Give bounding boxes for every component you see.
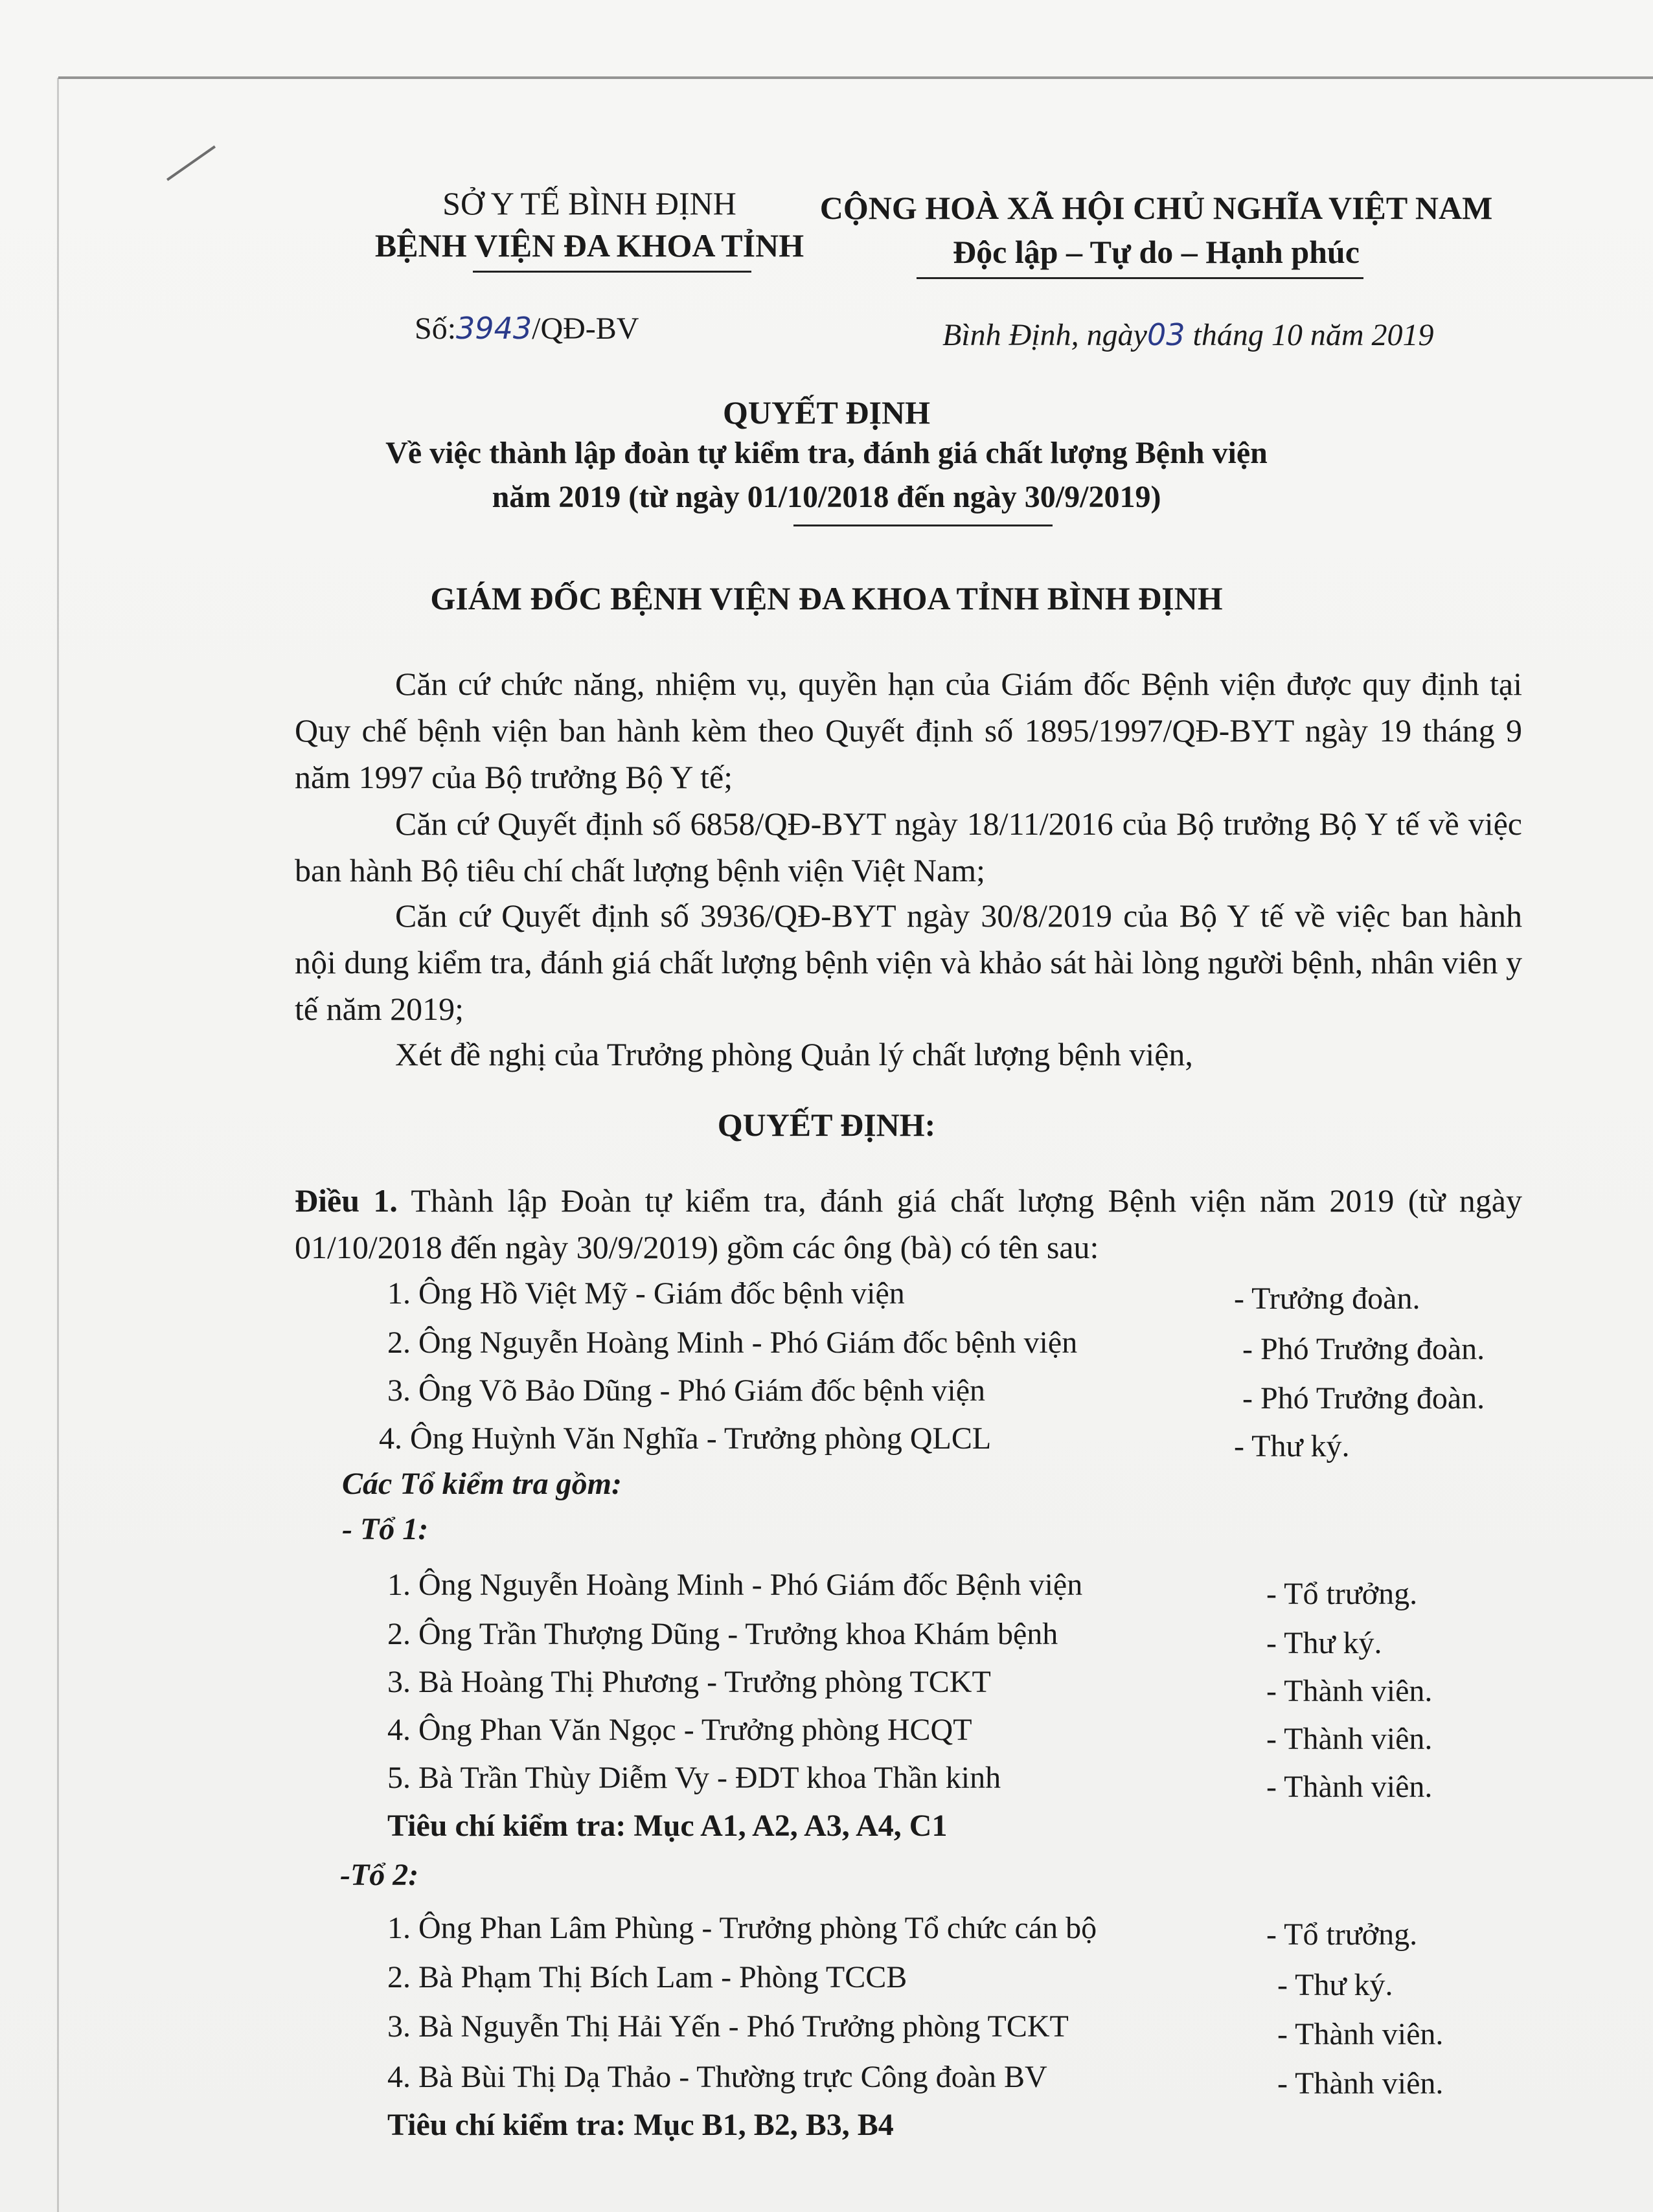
pen-mark xyxy=(166,146,216,181)
group-1-member-3: 3. Bà Hoàng Thị Phương - Trưởng phòng TCKT xyxy=(387,1665,991,1699)
header-agency: SỞ Y TẾ BÌNH ĐỊNH xyxy=(442,185,736,221)
group-2-member-4: 4. Bà Bùi Thị Dạ Thảo - Thường trực Công đoàn BV xyxy=(387,2060,1047,2094)
preamble-paragraph-1: Căn cứ chức năng, nhiệm vụ, quyền hạn của Giám đốc Bệnh viện được quy định tại Quy chế bệnh viện ban hành kèm theo Quyết định số 1895/1997/QĐ-BYT ngày 19 tháng 9 năm 1997 của Bộ trưởng Bộ Y tế; xyxy=(295,666,1522,795)
delegation-member-1: 1. Ông Hồ Việt Mỹ - Giám đốc bệnh viện xyxy=(387,1276,905,1311)
group-2-role-4: - Thành viên. xyxy=(1277,2066,1444,2101)
header-country: CỘNG HOÀ XÃ HỘI CHỦ NGHĨA VIỆT NAM xyxy=(819,190,1493,226)
group-2-role-3: - Thành viên. xyxy=(1277,2017,1444,2051)
group-1-role-1: - Tổ trưởng. xyxy=(1266,1577,1418,1611)
preamble-paragraph-2: Căn cứ Quyết định số 6858/QĐ-BYT ngày 18/11/2016 của Bộ trưởng Bộ Y tế về việc ban hành Bộ tiêu chí chất lượng bệnh viện Việt Nam; xyxy=(295,806,1522,888)
document-number xyxy=(415,311,639,346)
title-sub-line2: năm 2019 (từ ngày 01/10/2018 đến ngày 30/9/2019) xyxy=(492,480,1161,514)
group-1-label: - Tổ 1: xyxy=(342,1512,429,1546)
delegation-role-2: - Phó Trưởng đoàn. xyxy=(1242,1332,1485,1366)
group-1-role-3: - Thành viên. xyxy=(1266,1674,1433,1708)
group-1-role-4: - Thành viên. xyxy=(1266,1722,1433,1756)
title-underline xyxy=(793,525,1053,526)
article-1 xyxy=(295,1177,1522,1270)
page-edge-top xyxy=(58,76,1653,79)
preamble-paragraph-3: Căn cứ Quyết định số 3936/QĐ-BYT ngày 30/8/2019 của Bộ Y tế về việc ban hành nội dung kiểm tra, đánh giá chất lượng bệnh viện và khảo sát hài lòng người bệnh, nhân viên y tế năm 2019; xyxy=(295,897,1522,1027)
preamble-paragraph-4: Xét đề nghị của Trưởng phòng Quản lý chất lượng bệnh viện, xyxy=(395,1036,1193,1072)
decision-heading: QUYẾT ĐỊNH: xyxy=(717,1107,936,1143)
title-sub-line1: Về việc thành lập đoàn tự kiểm tra, đánh giá chất lượng Bệnh viện xyxy=(385,436,1268,470)
header-right-underline xyxy=(917,277,1363,279)
group-1-member-1: 1. Ông Nguyễn Hoàng Minh - Phó Giám đốc Bệnh viện xyxy=(387,1568,1083,1602)
number-handwritten: 3943 xyxy=(456,311,532,346)
date-day-handwritten: 03 xyxy=(1146,317,1185,352)
group-2-member-3: 3. Bà Nguyễn Thị Hải Yến - Phó Trưởng phòng TCKT xyxy=(387,2009,1069,2044)
header-hospital: BỆNH VIỆN ĐA KHOA TỈNH xyxy=(374,227,804,264)
group-1-role-2: - Thư ký. xyxy=(1266,1626,1382,1660)
groups-heading: Các Tổ kiểm tra gồm: xyxy=(342,1467,622,1501)
delegation-member-2: 2. Ông Nguyễn Hoàng Minh - Phó Giám đốc bệnh viện xyxy=(387,1326,1078,1360)
delegation-role-1: - Trưởng đoàn. xyxy=(1234,1281,1420,1316)
group-2-role-1: - Tổ trưởng. xyxy=(1266,1917,1418,1952)
delegation-role-3: - Phó Trưởng đoàn. xyxy=(1242,1381,1485,1416)
article-1-text: Thành lập Đoàn tự kiểm tra, đánh giá chất lượng Bệnh viện năm 2019 (từ ngày 01/10/2018 đến ngày 30/9/2019) gồm các ông (bà) có tên sau: xyxy=(295,1182,1522,1265)
group-2-label: -Tổ 2: xyxy=(340,1858,419,1892)
number-prefix: Số: xyxy=(415,311,457,346)
date-suffix: tháng 10 năm 2019 xyxy=(1192,318,1434,352)
delegation-member-3: 3. Ông Võ Bảo Dũng - Phó Giám đốc bệnh viện xyxy=(387,1373,986,1408)
group-1-member-4: 4. Ông Phan Văn Ngọc - Trưởng phòng HCQT xyxy=(387,1713,972,1747)
date-prefix: Bình Định, ngày xyxy=(942,318,1147,352)
group-1-member-2: 2. Ông Trần Thượng Dũng - Trưởng khoa Khám bệnh xyxy=(387,1617,1058,1651)
document-date xyxy=(942,317,1434,353)
header-motto: Độc lập – Tự do – Hạnh phúc xyxy=(953,234,1360,270)
group-2-role-2: - Thư ký. xyxy=(1277,1968,1393,2002)
group-2-criteria: Tiêu chí kiểm tra: Mục B1, B2, B3, B4 xyxy=(387,2108,894,2142)
header-left-underline xyxy=(473,271,751,273)
authority-heading: GIÁM ĐỐC BỆNH VIỆN ĐA KHOA TỈNH BÌNH ĐỊNH xyxy=(430,580,1223,616)
group-2-member-1: 1. Ông Phan Lâm Phùng - Trưởng phòng Tổ chức cán bộ xyxy=(387,1911,1097,1945)
delegation-role-4: - Thư ký. xyxy=(1234,1429,1350,1463)
group-1-role-5: - Thành viên. xyxy=(1266,1770,1433,1804)
group-1-member-5: 5. Bà Trần Thùy Diễm Vy - ĐDT khoa Thần kinh xyxy=(387,1761,1001,1795)
title-main: QUYẾT ĐỊNH xyxy=(723,394,930,431)
delegation-member-4: 4. Ông Huỳnh Văn Nghĩa - Trưởng phòng QLCL xyxy=(379,1421,992,1456)
article-1-label: Điều 1. xyxy=(295,1182,398,1219)
group-1-criteria: Tiêu chí kiểm tra: Mục A1, A2, A3, A4, C1 xyxy=(387,1809,948,1843)
group-2-member-2: 2. Bà Phạm Thị Bích Lam - Phòng TCCB xyxy=(387,1960,907,1994)
number-suffix: /QĐ-BV xyxy=(532,311,639,346)
